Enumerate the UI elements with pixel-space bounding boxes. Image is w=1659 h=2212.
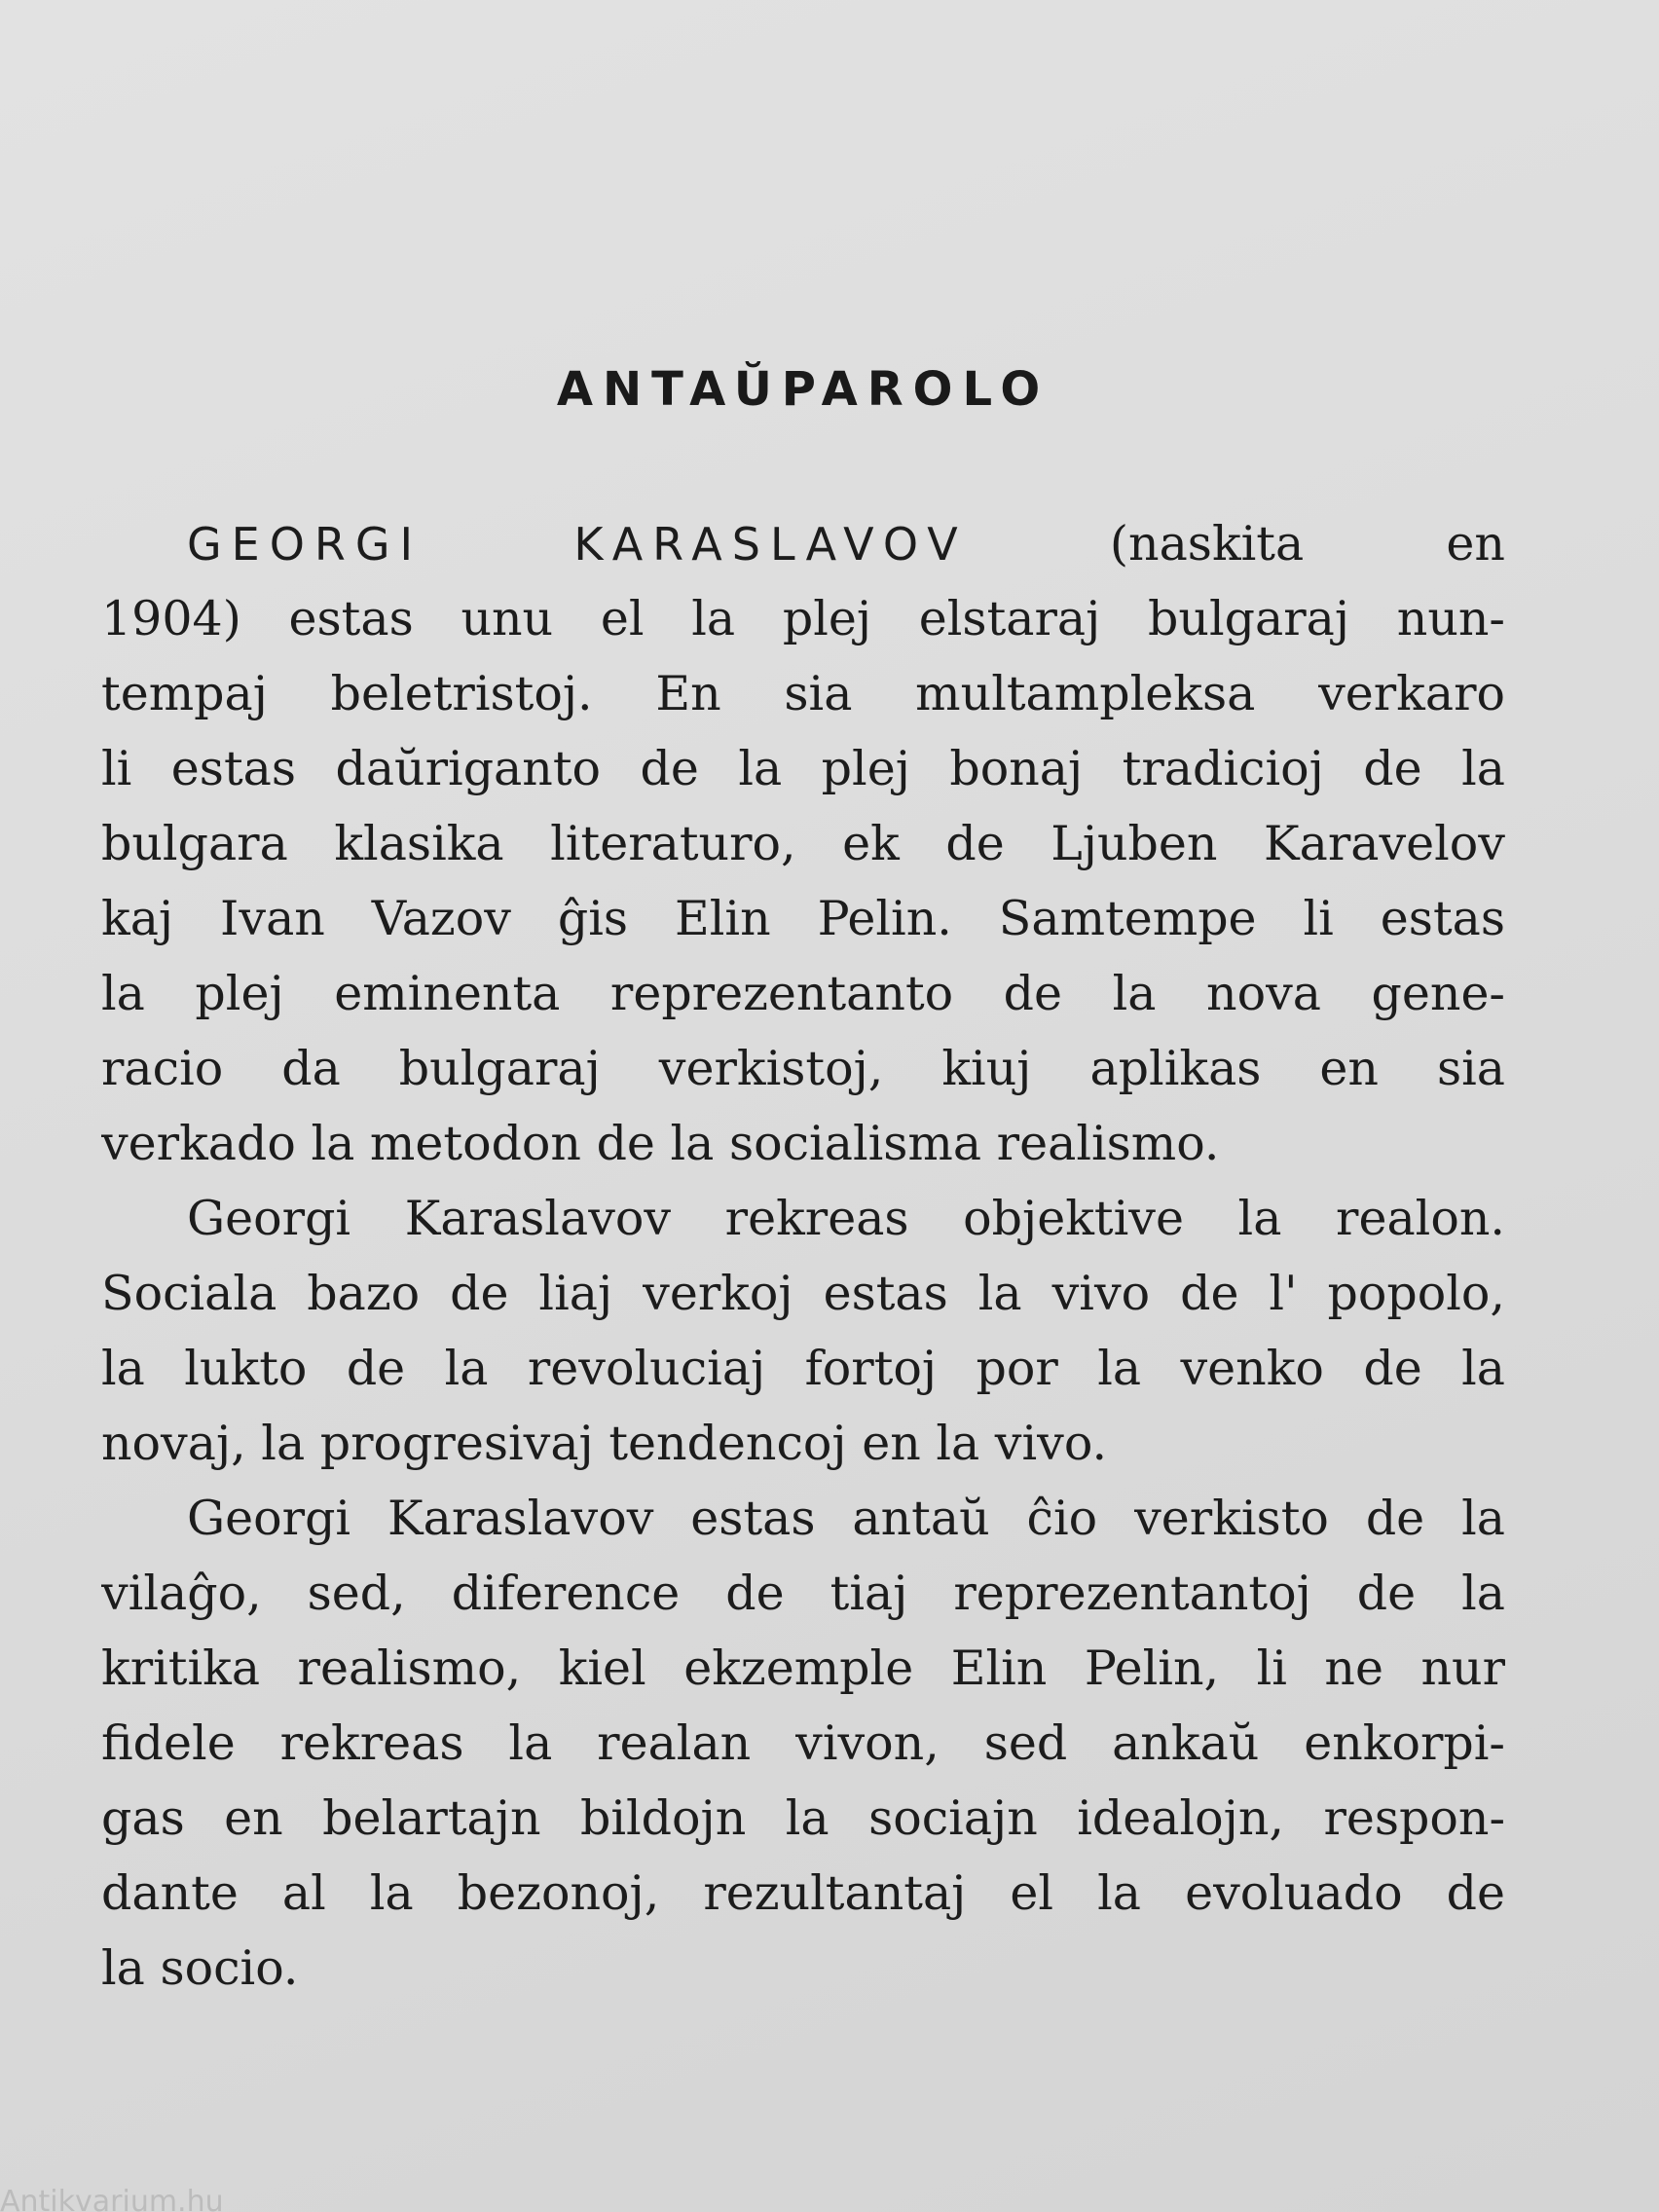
text-line: 1904) estas unu el la plej elstaraj bulgaraj nun- <box>101 591 1505 646</box>
text-line: Georgi Karaslavov estas antaŭ ĉio verkisto de la <box>187 1491 1505 1546</box>
text-line: verkado la metodon de la socialisma realismo. <box>101 1116 1220 1171</box>
text-line: dante al la bezonoj, rezultantaj el la evoluado de <box>101 1865 1505 1921</box>
text-line: la socio. <box>101 1940 299 1996</box>
text-line: Sociala bazo de liaj verkoj estas la vivo de l' popolo, <box>101 1266 1505 1321</box>
text-line: la lukto de la revoluciaj fortoj por la venko de la <box>101 1341 1505 1396</box>
text-line: bulgara klasika literaturo, ek de Ljuben Karavelov <box>101 816 1505 871</box>
watermark: Antikvarium.hu <box>0 2185 224 2212</box>
body-text <box>101 506 1505 2006</box>
text-line: kaj Ivan Vazov ĝis Elin Pelin. Samtempe li estas <box>101 891 1505 946</box>
text-line-fragment: (naskita en <box>967 516 1505 571</box>
page-title: ANTAŬPAROLO <box>556 362 1051 417</box>
author-name: GEORGI KARASLAVOV <box>187 518 968 571</box>
text-line: novaj, la progresivaj tendencoj en la vivo. <box>101 1416 1108 1471</box>
text-line: kritika realismo, kiel ekzemple Elin Pelin, li ne nur <box>101 1641 1505 1696</box>
text-line: fidele rekreas la realan vivon, sed ankaŭ enkorpi- <box>101 1715 1505 1771</box>
text-line: tempaj beletristoj. En sia multampleksa verkaro <box>101 666 1505 721</box>
text-line: racio da bulgaraj verkistoj, kiuj aplikas en sia <box>101 1041 1505 1096</box>
text-line: la plej eminenta reprezentanto de la nova gene- <box>101 966 1505 1021</box>
text-line: vilaĝo, sed, diference de tiaj reprezentantoj de la <box>101 1566 1505 1621</box>
text-line: Georgi Karaslavov rekreas objektive la realon. <box>187 1191 1505 1246</box>
text-line: gas en belartajn bildojn la sociajn idealojn, respon- <box>101 1790 1505 1846</box>
text-line <box>101 506 1505 581</box>
text-line: li estas daŭriganto de la plej bonaj tradicioj de la <box>101 741 1505 796</box>
